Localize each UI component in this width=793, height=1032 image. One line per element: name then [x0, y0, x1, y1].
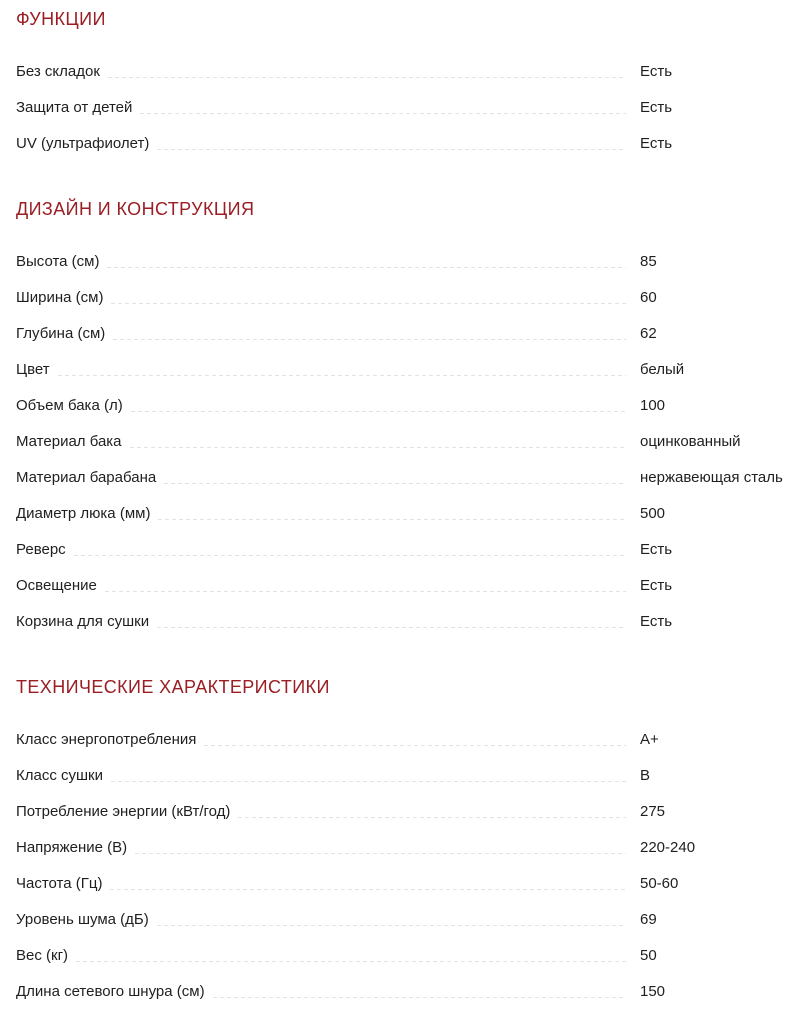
dotted-leader [58, 375, 626, 376]
spec-row [16, 729, 793, 750]
dotted-leader [113, 339, 626, 340]
dotted-leader [111, 781, 626, 782]
spec-row [16, 467, 793, 488]
spec-row [16, 611, 793, 632]
dotted-leader [238, 817, 626, 818]
spec-label: Напряжение (В) [16, 839, 128, 856]
spec-row [16, 395, 793, 416]
section-title: ТЕХНИЧЕСКИЕ ХАРАКТЕРИСТИКИ [16, 677, 330, 697]
spec-label: Частота (Гц) [16, 875, 103, 892]
spec-label: Объем бака (л) [16, 397, 123, 414]
spec-label: Класс энергопотребления [16, 731, 197, 748]
spec-value: 220-240 [640, 839, 696, 856]
spec-value: 69 [640, 911, 657, 928]
spec-label: Без складок [16, 63, 100, 80]
spec-label: Ширина (см) [16, 289, 104, 306]
spec-label: Диаметр люка (мм) [16, 505, 151, 522]
spec-row [16, 133, 793, 154]
spec-row [16, 431, 793, 452]
spec-value: 50-60 [640, 875, 679, 892]
dotted-leader [140, 113, 626, 114]
spec-rows [16, 251, 793, 632]
spec-value: Есть [640, 577, 673, 594]
spec-label: Защита от детей [16, 99, 133, 116]
spec-section [16, 199, 793, 632]
dotted-leader [107, 267, 626, 268]
spec-value: белый [640, 361, 685, 378]
spec-label: Глубина (см) [16, 325, 106, 342]
dotted-leader [157, 925, 626, 926]
dotted-leader [204, 745, 626, 746]
spec-label: Уровень шума (дБ) [16, 911, 149, 928]
spec-value: оцинкованный [640, 433, 741, 450]
spec-row [16, 97, 793, 118]
dotted-leader [157, 149, 626, 150]
dotted-leader [74, 555, 626, 556]
spec-row [16, 323, 793, 344]
spec-label: Класс сушки [16, 767, 103, 784]
spec-label: UV (ультрафиолет) [16, 135, 150, 152]
dotted-leader [76, 961, 626, 962]
section-title: ДИЗАЙН И КОНСТРУКЦИЯ [16, 199, 255, 219]
dotted-leader [213, 997, 626, 998]
spec-label: Материал бака [16, 433, 122, 450]
dotted-leader [164, 483, 626, 484]
spec-value: нержавеющая сталь [640, 469, 783, 486]
spec-row [16, 909, 793, 930]
spec-row [16, 539, 793, 560]
section-title: ФУНКЦИИ [16, 9, 106, 29]
dotted-leader [111, 303, 626, 304]
spec-row [16, 287, 793, 308]
spec-section [16, 677, 793, 1002]
spec-value: Есть [640, 541, 673, 558]
dotted-leader [135, 853, 626, 854]
spec-row [16, 61, 793, 82]
spec-label: Освещение [16, 577, 97, 594]
spec-label: Материал барабана [16, 469, 157, 486]
spec-value: B [640, 767, 651, 784]
sections-root [16, 9, 793, 1002]
spec-value: 100 [640, 397, 666, 414]
spec-value: A+ [640, 731, 659, 748]
spec-label: Высота (см) [16, 253, 100, 270]
spec-row [16, 575, 793, 596]
spec-label: Потребление энергии (кВт/год) [16, 803, 231, 820]
spec-row [16, 503, 793, 524]
spec-row [16, 873, 793, 894]
spec-row [16, 945, 793, 966]
spec-label: Корзина для сушки [16, 613, 150, 630]
spec-section [16, 9, 793, 154]
dotted-leader [105, 591, 626, 592]
spec-row [16, 837, 793, 858]
dotted-leader [110, 889, 626, 890]
spec-value: Есть [640, 63, 673, 80]
spec-value: Есть [640, 99, 673, 116]
dotted-leader [131, 411, 626, 412]
spec-label: Вес (кг) [16, 947, 69, 964]
spec-value: 50 [640, 947, 657, 964]
dotted-leader [130, 447, 626, 448]
spec-value: Есть [640, 135, 673, 152]
spec-label: Реверс [16, 541, 66, 558]
spec-label: Длина сетевого шнура (см) [16, 983, 205, 1000]
spec-rows [16, 61, 793, 154]
spec-row [16, 359, 793, 380]
spec-row [16, 251, 793, 272]
spec-rows [16, 729, 793, 1002]
spec-value: 275 [640, 803, 666, 820]
spec-value: 60 [640, 289, 657, 306]
spec-value: 150 [640, 983, 666, 1000]
spec-row [16, 765, 793, 786]
spec-value: 62 [640, 325, 657, 342]
spec-value: 85 [640, 253, 657, 270]
spec-value: Есть [640, 613, 673, 630]
dotted-leader [157, 627, 626, 628]
spec-row [16, 981, 793, 1002]
dotted-leader [158, 519, 626, 520]
spec-label: Цвет [16, 361, 50, 378]
spec-row [16, 801, 793, 822]
spec-value: 500 [640, 505, 666, 522]
dotted-leader [108, 77, 626, 78]
